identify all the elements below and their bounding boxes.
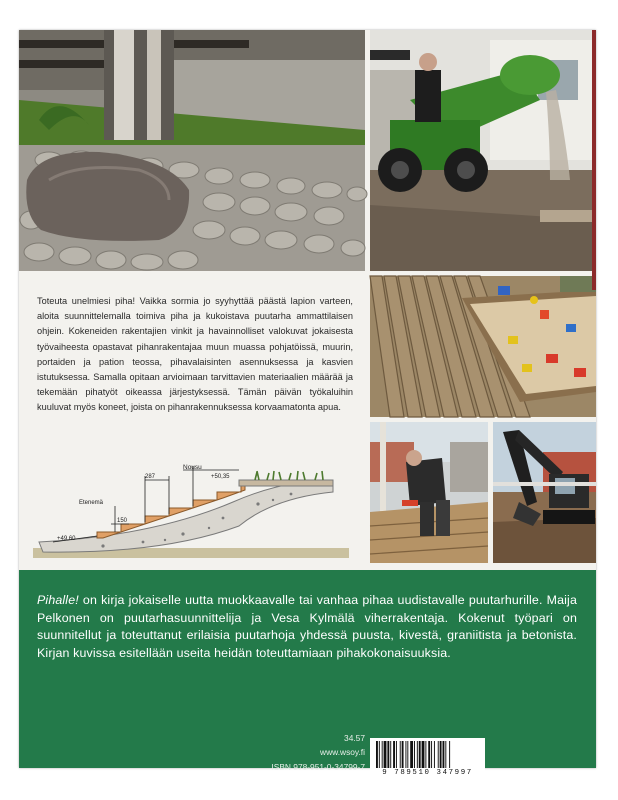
book-back-cover	[19, 30, 596, 777]
book-description	[37, 592, 577, 662]
isbn-barcode	[370, 738, 485, 778]
excavator-photo	[493, 422, 596, 563]
intro-text: Toteuta unelmiesi piha! Vaikka sormia jo syyhyttää päästä lapion varteen, aloita suunnittelemalla toimiva piha ja kukoistava puutarha ammattilaisen ohjein. Kokeneiden rakentajien vinkit ja havainnolliset valokuvat jokaisesta työvaiheesta opastavat pihanrakentajaa muun muassa pohjatöissä, muurin, portaiden ja pation teossa, pihavalaisinten asennuksessa ja kasvien istutuksessa. Samalla opitaan arvioimaan tarvittavien materiaalien määrää ja tekemään pihatyöt oikeassa järjestyksessä. Tämän päivän työkaluihin kuuluvat myös koneet, joista on pihanrakennuksessa korvaamatonta apua.	[37, 296, 353, 413]
riser-dimension: 150	[117, 518, 128, 524]
book-title: Pihalle!	[37, 593, 79, 607]
price-code: 34.57	[344, 733, 365, 743]
builder-working-photo	[370, 422, 488, 563]
garden-cobblestone-photo	[19, 30, 365, 271]
deck-sandbox-photo	[370, 276, 596, 417]
barcode-digits: 9 789510 347997	[382, 769, 473, 777]
publisher-website[interactable]: www.wsoy.fi	[320, 747, 365, 757]
isbn-number: ISBN 978-951-0-34799-7	[271, 762, 365, 772]
loader-machine-photo	[370, 30, 596, 271]
top-level-dimension: +50,35	[211, 474, 230, 480]
book-description-text: on kirja jokaiselle uutta muokkaavalle tai vanhaa pihaa uudistavalle puutarhurille. Maija Pelkonen on puutarhasuunnittelija ja Vesa Kylmälä viherrakentaja. Kokenut työpari on suunnitellut ja toteuttanut erilaisia puutarhoja yhdessä puusta, kivestä, graniitista ja betonista. Kirjan kuvissa esitellään useita heidän toteuttamiaan pihakokonaisuuksia.	[37, 593, 577, 660]
tread-dimension: 287	[145, 474, 156, 480]
bottom-level-dimension: +49,60	[57, 536, 76, 542]
etenema-label: Etenemä	[79, 500, 104, 506]
green-description-panel	[19, 570, 596, 777]
stairs-diagram	[33, 436, 349, 558]
nousu-label: Nousu	[183, 464, 202, 471]
